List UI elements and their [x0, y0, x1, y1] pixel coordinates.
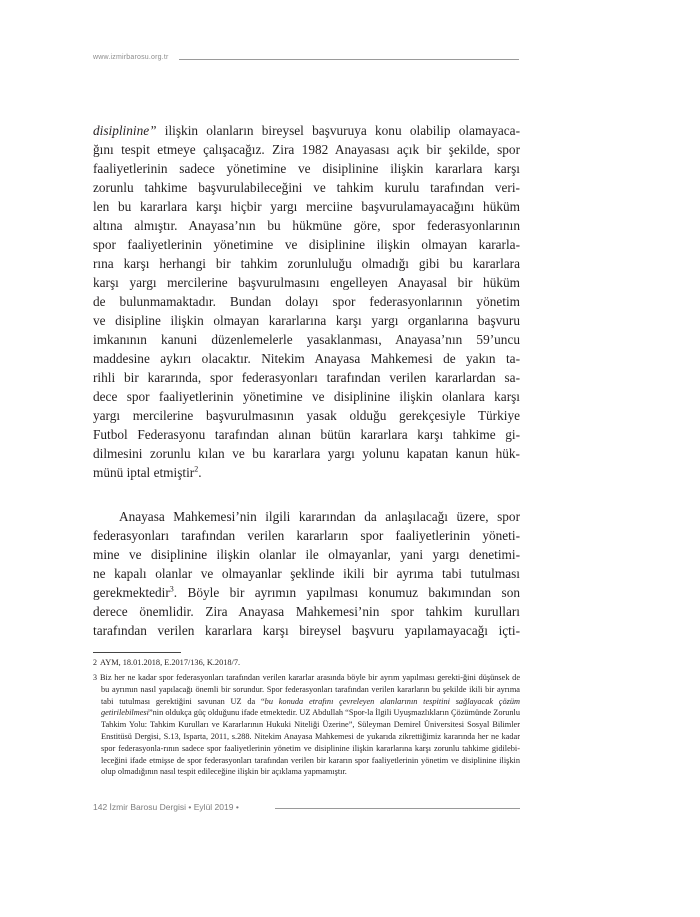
- paragraph-1-line: len bu kararlara karşı hiçbir yargı merciine başvurulamayacağını hüküm: [93, 199, 520, 214]
- paragraph-1-line: dilmesini zorunlu kılan ve bu kararlara yargı yolunu kapatan kanun hük-: [93, 446, 520, 461]
- paragraph-1-line: Futbol Federasyonu tarafından alınan bütün kararlara karşı tahkime gi-: [93, 427, 520, 442]
- footnote-3: [93, 672, 520, 778]
- footer-rule: [275, 808, 520, 809]
- paragraph-2-line-2: federasyonları tarafından verilen kararların spor faaliyetlerinin yöneti-: [93, 528, 520, 543]
- paragraph-1-last-line: [93, 463, 520, 482]
- paragraph-1-line: maddesine aykırı olacaktır. Nitekim Anayasa Mahkemesi de yakın ta-: [93, 351, 520, 366]
- ref-word: gerekmektedir: [93, 585, 170, 600]
- paragraph-1-line: altına almıştır. Anayasa’nın bu hükmüne göre, spor federasyonlarının: [93, 218, 520, 233]
- header-url: www.izmirbarosu.org.tr: [93, 54, 169, 61]
- last-line-text: münü iptal etmiştir: [93, 465, 195, 480]
- footnote-2-text: AYM, 18.01.2018, E.2017/136, K.2018/7.: [100, 658, 241, 667]
- footnote-3-text-a: Biz her ne kadar spor federasyonları tarafından verilen kararlar arasında böyle bir ayrım yapılması gerekti-ğini düşünsek de bu ayrımın nasıl yapılacağı önemli bir sorundur. Spor federasyonları tarafından verilen kararların bu şekilde ikili bir ayrıma tabi tutulması gerektiğini savunan UZ da “: [100, 673, 520, 706]
- paragraph-2-line-1: Anayasa Mahkemesi’nin ilgili kararından da anlaşılacağı üzere, spor: [119, 509, 520, 524]
- paragraph-1-line: [93, 121, 520, 140]
- paragraph-1-line: ve disipline ilişkin olmayan kararlarına karşı yargı organlarına başvuru: [93, 313, 520, 328]
- footnote-3-number: 3: [93, 673, 97, 682]
- paragraph-1-line: de bulunmamaktadır. Bundan dolayı spor federasyonlarının yönetim: [93, 294, 520, 309]
- page-footer: [93, 802, 520, 818]
- paragraph-2: [93, 507, 520, 526]
- paragraph-2-line-7: tarafından verilen kararlara karşı bireysel başvuru yapılamayacağı içti-: [93, 623, 520, 638]
- footnote-2: [93, 657, 520, 669]
- paragraph-1: [93, 121, 520, 140]
- paragraph-1-line: dece spor faaliyetlerinin yönetimine ve disiplinine ilişkin olanlara karşı: [93, 389, 520, 404]
- footer-text: 142 İzmir Barosu Dergisi • Eylül 2019 •: [93, 802, 239, 812]
- paragraph-1-line: spor faaliyetlerinin yönetimine ve disiplinine ilişkin olmayan kararla-: [93, 237, 520, 252]
- paragraph-1-line: karşı yargı mercilerine başvurulmasını engelleyen Anayasal bir hüküm: [93, 275, 520, 290]
- footnote-2-number: 2: [93, 658, 97, 667]
- paragraph-1-line: zorunlu tahkime başvurulabileceğini ve tahkim kurulu tarafından veri-: [93, 180, 520, 195]
- footnote-ref-2[interactable]: 2: [194, 464, 199, 474]
- paragraph-1-line: rına karşı herhangi bir tahkim zorunluluğu olmadığı gibi bu kararlara: [93, 256, 520, 271]
- footnote-rule: [93, 652, 181, 653]
- ref-line-rest: . Böyle bir ayrımın yapılması konumuz bakımından son: [173, 585, 520, 600]
- paragraph-2-line-6: derece önemlidir. Zira Anayasa Mahkemesi’nin spor tahkim kurulları: [93, 604, 520, 619]
- footnote-3-italic: bu konuda etrafını çevreleyen alanlarının tespitini sağlayacak çözüm getirilebilmesi: [101, 696, 520, 718]
- paragraph-1-line: rihli bir kararında, spor federasyonları tarafından verilen kararlardan sa-: [93, 370, 520, 385]
- paragraph-1-line: imkanının kanuni düzenlemelerle yasaklanması, Anayasa’nın 59’uncu: [93, 332, 520, 347]
- paragraph-2-line-3: mine ve disiplinine ilişkin olanlar ile olmayanlar, yani yargı denetimi-: [93, 547, 520, 562]
- paragraph-1-line: yargı mercilerine başvurulmasının yasak olduğu gerekçesiyle Türkiye: [93, 408, 520, 423]
- paragraph-1-line: faaliyetlerinin sadece yönetimine ve disiplinine ilişkin kararlara karşı: [93, 161, 520, 176]
- paragraph-2-body: [93, 526, 520, 640]
- header-rule: [179, 59, 519, 60]
- italic-term: disiplinine”: [93, 123, 157, 138]
- paragraph-2-line-5: [93, 583, 520, 602]
- line-rest: ilişkin olanların bireysel başvuruya konu olabilip olamayaca-: [156, 123, 520, 138]
- period: .: [198, 465, 202, 480]
- page-header: [93, 54, 519, 66]
- paragraph-2-line-4: ne kapalı olanlar ve olmayanlar şeklinde ikili bir ayrıma tabi tutulması: [93, 566, 520, 581]
- footnote-ref-3[interactable]: 3: [169, 584, 174, 594]
- footnote-3-text-b: ”nin oldukça güç olduğunu ifade etmektedir. UZ Abdullah “Spor-la İlgili Uyuşmazlıkların Çözümünde Zorunlu Tahkim Yolu: Tahkim Kurulları ve Kararlarının Hukuki Niteliği Üzerine”, Süleyman Demirel Üniversitesi Sosyal Bilimler Enstitüsü Dergisi, S.13, Isparta, 2011, s.288. Nitekim Anayasa Mahkemesi de yukarıda zikrettiğimiz kararında her ne kadar spor federasyonla-rının sadece spor faaliyetlerinin yönetim ve disiplinine ilişkin kararlarına karşı zorunlu tahkime gidilebi-leceğini ifade etmişse de spor federasyonları tarafından verilen bir kararın spor faaliyetlerinin yönetim ve disiplinine ilişkin olup olmadığının nasıl tespit edileceğine ilişkin bir açıklama yapmamıştır.: [101, 708, 520, 777]
- paragraph-1-line: ğını tespit etmeye çalışacağız. Zira 1982 Anayasası açık bir şekilde, spor: [93, 142, 520, 157]
- paragraph-1-body: [93, 140, 520, 482]
